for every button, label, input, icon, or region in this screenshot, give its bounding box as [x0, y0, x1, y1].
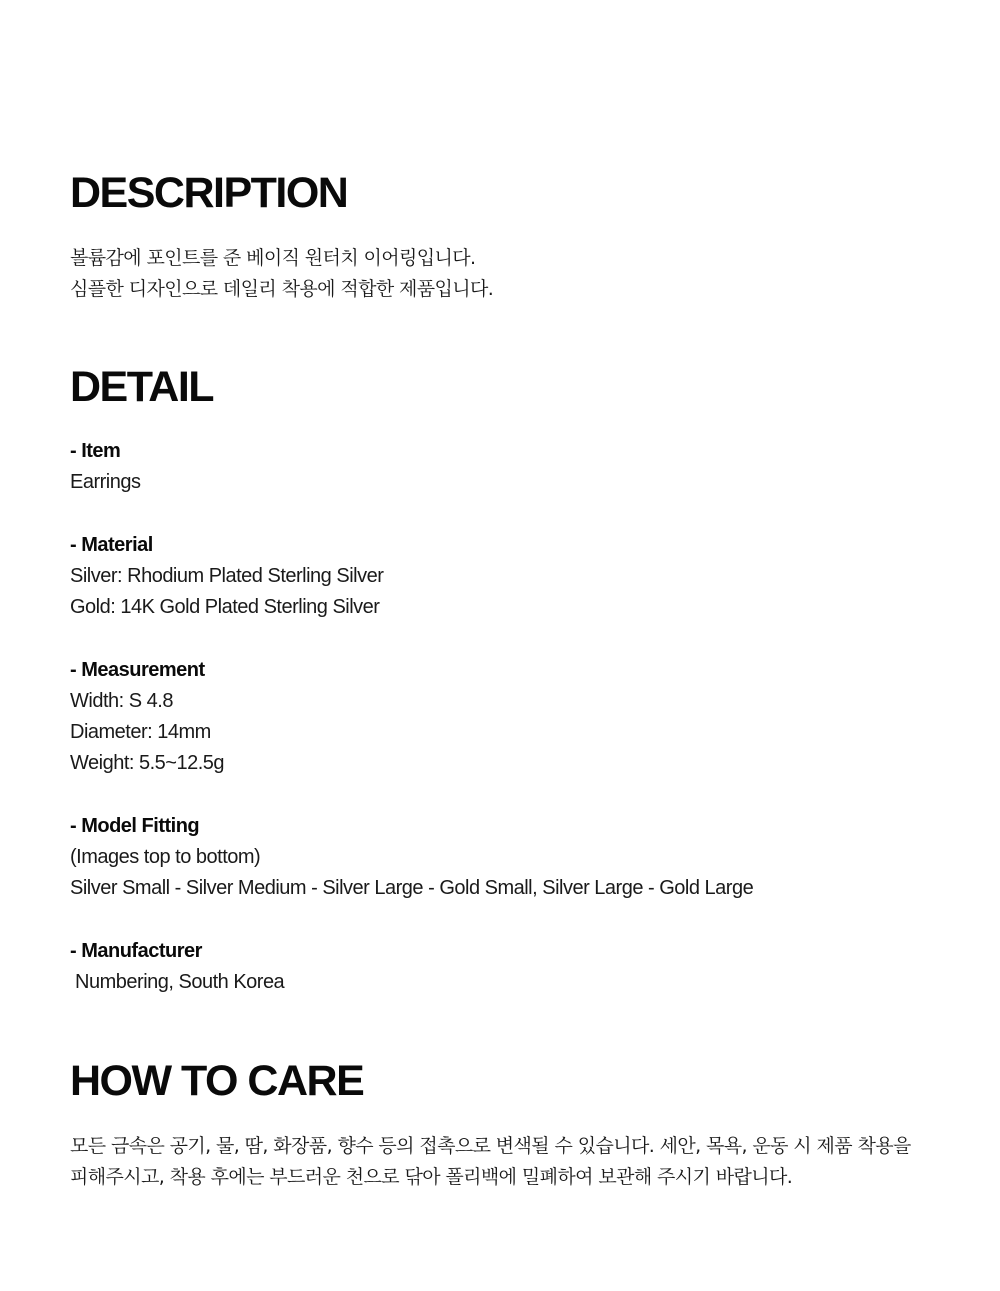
detail-material-group — [70, 530, 383, 623]
description-line: 볼륨감에 포인트를 준 베이직 원터치 이어링입니다. — [70, 247, 476, 269]
detail-material-gold: Gold: 14K Gold Plated Sterling Silver — [70, 596, 380, 618]
detail-model-fitting-group — [70, 811, 753, 904]
detail-measurement-diameter: Diameter: 14mm — [70, 721, 211, 743]
detail-measurement-group — [70, 655, 224, 779]
detail-measurement-weight: Weight: 5.5~12.5g — [70, 752, 225, 774]
care-heading: HOW TO CARE — [70, 1057, 364, 1105]
care-line: 피해주시고, 착용 후에는 부드러운 천으로 닦아 폴리백에 밀폐하여 보관해 주시기 바랍니다. — [70, 1166, 793, 1188]
detail-measurement-width: Width: S 4.8 — [70, 690, 173, 712]
description-text — [70, 243, 950, 305]
detail-manufacturer-label: - Manufacturer — [70, 940, 202, 962]
description-heading: DESCRIPTION — [70, 169, 348, 217]
detail-manufacturer-group — [70, 936, 284, 998]
detail-heading: DETAIL — [70, 363, 214, 411]
detail-model-fitting-order: Silver Small - Silver Medium - Silver Large - Gold Small, Silver Large - Gold Large — [70, 877, 754, 899]
detail-item-group — [70, 436, 140, 498]
detail-item-value: Earrings — [70, 471, 141, 493]
detail-manufacturer-value: Numbering, South Korea — [70, 971, 285, 993]
description-line: 심플한 디자인으로 데일리 착용에 적합한 제품입니다. — [70, 278, 494, 300]
care-line: 모든 금속은 공기, 물, 땀, 화장품, 향수 등의 접촉으로 변색될 수 있습니다. 세안, 목욕, 운동 시 제품 착용을 — [70, 1135, 911, 1157]
detail-model-fitting-note: (Images top to bottom) — [70, 846, 261, 868]
detail-material-label: - Material — [70, 534, 153, 556]
care-text — [70, 1131, 950, 1193]
detail-measurement-label: - Measurement — [70, 659, 205, 681]
detail-material-silver: Silver: Rhodium Plated Sterling Silver — [70, 565, 384, 587]
detail-item-label: - Item — [70, 440, 121, 462]
detail-model-fitting-label: - Model Fitting — [70, 815, 200, 837]
